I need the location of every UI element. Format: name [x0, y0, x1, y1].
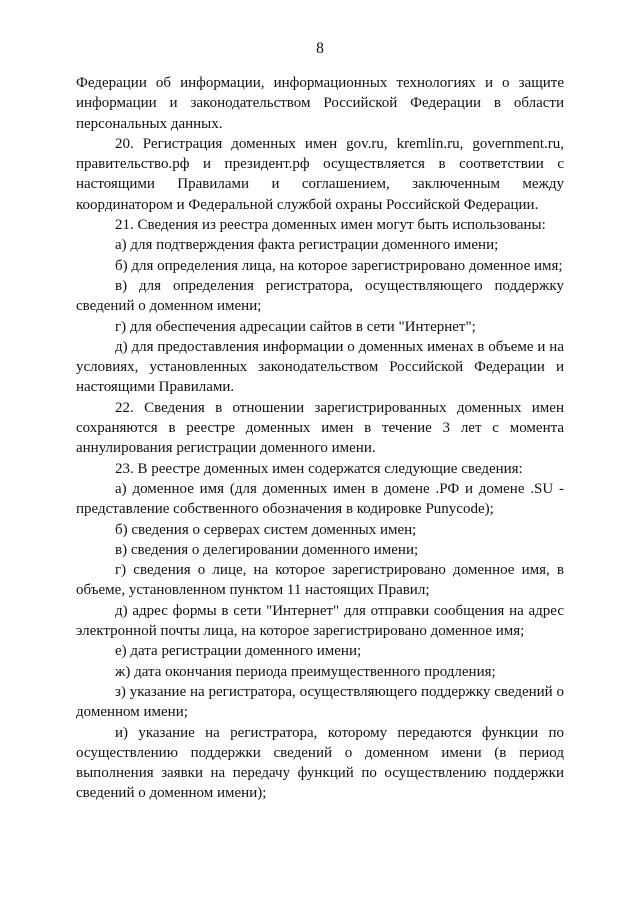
list-item-23a: а) доменное имя (для доменных имен в домене .РФ и домене .SU - представление собственного обозначения в кодировке Punycode); — [76, 480, 564, 518]
list-item-23z: з) указание на регистратора, осуществляющего поддержку сведений о доменном имени; — [76, 683, 564, 721]
list-item-23i: и) указание на регистратора, которому передаются функции по осуществлению поддержки сведений о доменном имени (в период выполнения заявки на передачу функций по осуществлению поддержки сведений о доменном имени); — [76, 724, 564, 802]
list-item-23v: в) сведения о делегировании доменного имени; — [115, 541, 419, 558]
paragraph-clause-22: 22. Сведения в отношении зарегистрированных доменных имен сохраняются в реестре доменных имен в течение 3 лет с момента аннулирования регистрации доменного имени. — [76, 399, 564, 457]
paragraph-clause-23: 23. В реестре доменных имен содержатся следующие сведения: — [115, 460, 523, 477]
list-item-21g: г) для обеспечения адресации сайтов в сети "Интернет"; — [115, 318, 476, 335]
paragraph-clause-21: 21. Сведения из реестра доменных имен могут быть использованы: — [115, 217, 546, 234]
list-item-23d: д) адрес формы в сети "Интернет" для отправки сообщения на адрес электронной почты лица, на которое зарегистрировано доменное имя; — [76, 602, 564, 640]
list-item-23zh: ж) дата окончания периода преимущественного продления; — [115, 663, 496, 680]
list-item-23e: е) дата регистрации доменного имени; — [115, 643, 362, 660]
paragraph-continuation: Федерации об информации, информационных технологиях и о защите информации и законодательством Российской Федерации в области персональных данных. — [76, 75, 564, 132]
list-item-23b: б) сведения о серверах систем доменных имен; — [115, 521, 417, 538]
list-item-21d: д) для предоставления информации о доменных именах в объеме и на условиях, установленных законодательством Российской Федерации и настоящими Правилами. — [76, 338, 564, 396]
document-body — [76, 73, 564, 804]
list-item-21b: б) для определения лица, на которое зарегистрировано доменное имя; — [115, 257, 563, 274]
paragraph-clause-20: 20. Регистрация доменных имен gov.ru, kremlin.ru, government.ru, правительство.рф и президент.рф осуществляется в соответствии с настоящими Правилами и соглашением, заключенным между координатором и Федеральной службой охраны Российской Федерации. — [76, 135, 564, 213]
list-item-23g: г) сведения о лице, на которое зарегистрировано доменное имя, в объеме, установленном пунктом 11 настоящих Правил; — [76, 562, 564, 599]
page-number: 8 — [316, 40, 324, 57]
list-item-21v: в) для определения регистратора, осуществляющего поддержку сведений о доменном имени; — [76, 277, 564, 315]
list-item-21a: а) для подтверждения факта регистрации доменного имени; — [115, 237, 499, 254]
